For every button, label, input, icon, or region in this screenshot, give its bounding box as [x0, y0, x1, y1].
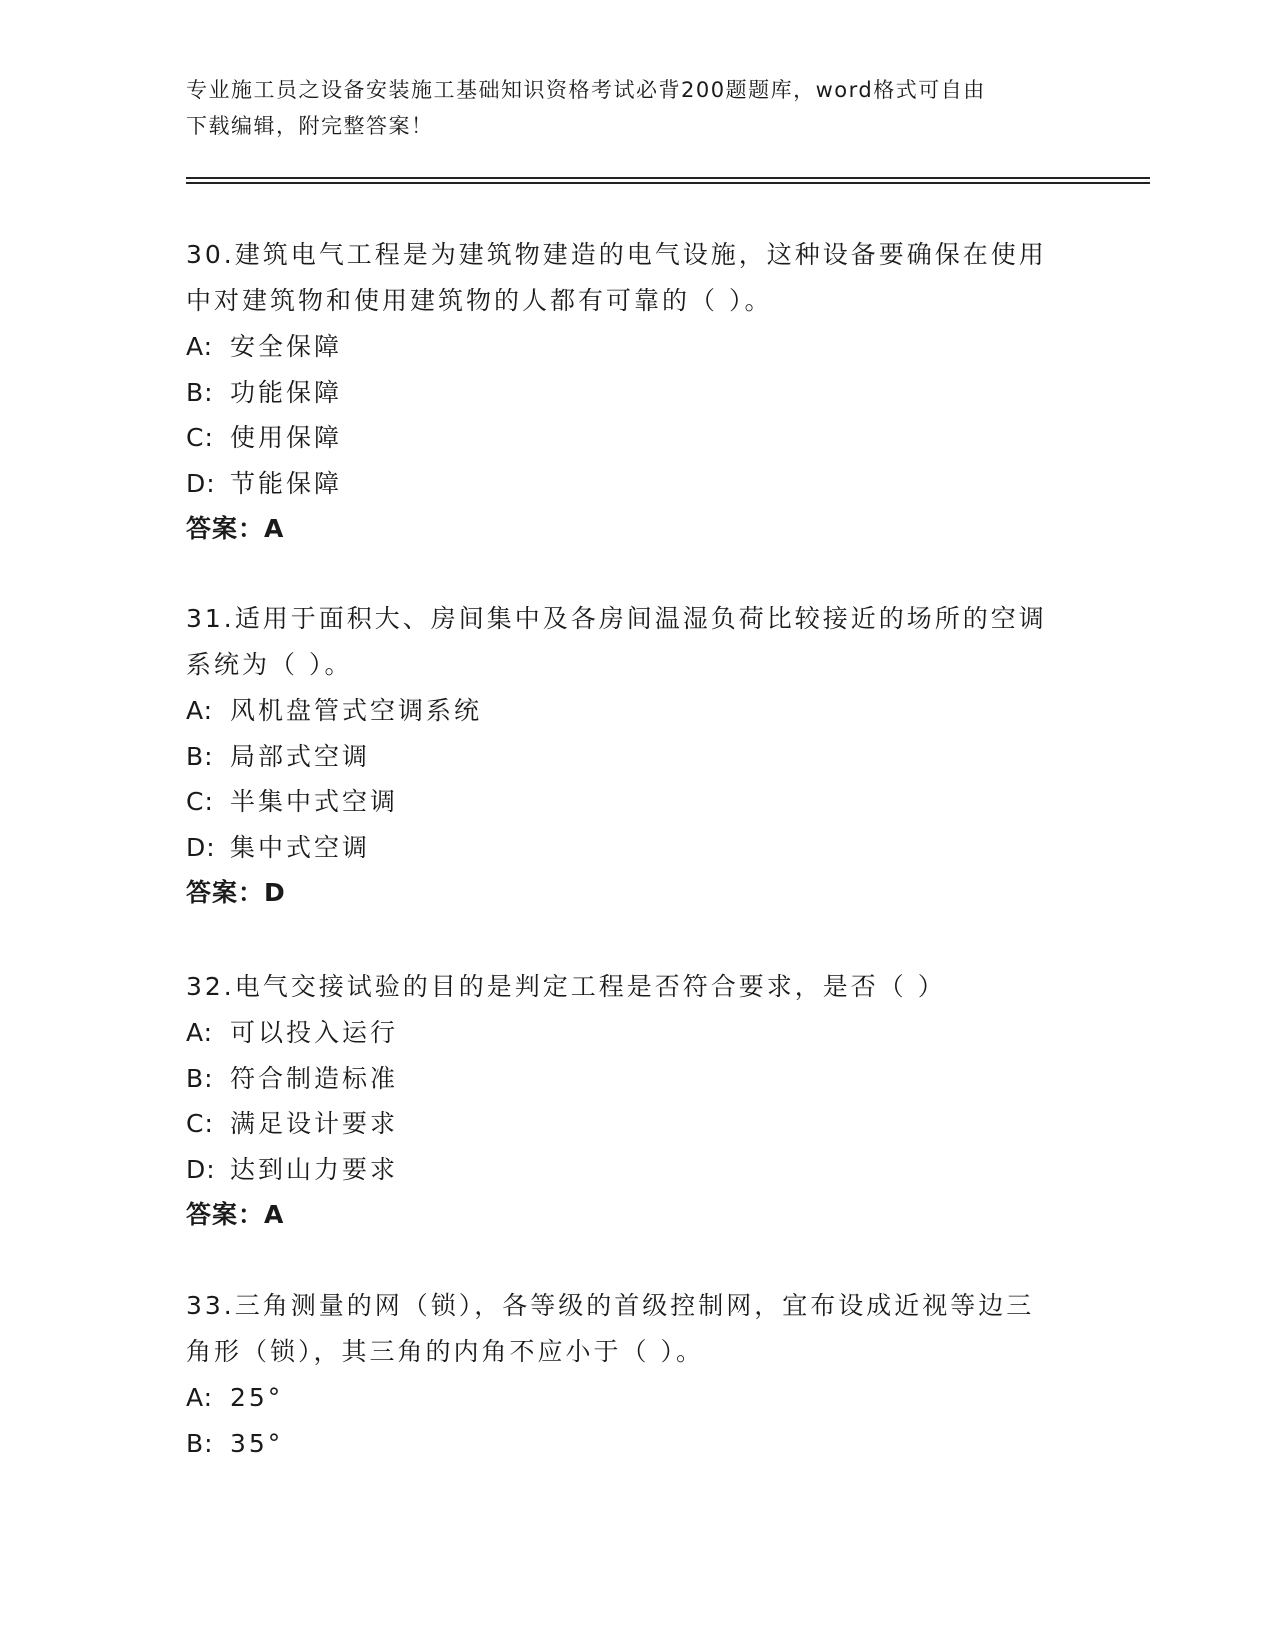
option-b	[186, 1056, 1086, 1102]
document-header	[186, 72, 1066, 144]
option-d	[186, 825, 1086, 871]
option-text: 满足设计要求	[230, 1109, 399, 1138]
option-a	[186, 1010, 1086, 1056]
option-letter: D:	[186, 468, 216, 498]
option-c	[186, 415, 1086, 461]
header-divider-top	[186, 177, 1150, 179]
option-text: 节能保障	[230, 468, 343, 498]
option-text: 可以投入运行	[230, 1018, 399, 1047]
option-letter: B:	[186, 1428, 214, 1458]
option-text: 安全保障	[230, 332, 343, 361]
option-text: 25°	[230, 1383, 284, 1412]
option-letter: C:	[186, 1109, 214, 1138]
question-text-line: 31.适用于面积大、房间集中及各房间温湿负荷比较接近的场所的空调	[186, 604, 1047, 633]
question-31	[186, 596, 1086, 916]
answer-line: 答案：A	[186, 514, 285, 543]
option-d	[186, 461, 1086, 507]
option-letter: C:	[186, 787, 214, 816]
question-text-line: 角形（锁），其三角的内角不应小于（ ）。	[186, 1337, 704, 1366]
option-text: 集中式空调	[230, 832, 371, 862]
question-text-line: 32.电气交接试验的目的是判定工程是否符合要求，是否（ ）	[186, 972, 946, 1001]
header-divider-bottom	[186, 182, 1150, 184]
option-letter: B:	[186, 741, 214, 771]
option-b	[186, 734, 1086, 780]
option-text: 功能保障	[230, 377, 343, 407]
header-line-2: 下载编辑，附完整答案！	[186, 114, 434, 138]
option-text: 局部式空调	[230, 741, 371, 771]
option-text: 使用保障	[230, 423, 343, 452]
question-text-line: 中对建筑物和使用建筑物的人都有可靠的（ ）。	[186, 286, 773, 315]
option-letter: B:	[186, 377, 214, 407]
option-letter: D:	[186, 1154, 216, 1184]
header-line-1: 专业施工员之设备安装施工基础知识资格考试必背200题题库，word格式可自由	[186, 78, 986, 102]
option-a	[186, 1375, 1086, 1421]
option-a	[186, 324, 1086, 370]
option-text: 符合制造标准	[230, 1063, 399, 1093]
option-c	[186, 1101, 1086, 1147]
option-letter: A:	[186, 696, 214, 725]
option-letter: A:	[186, 1018, 214, 1047]
question-32	[186, 964, 1086, 1238]
option-c	[186, 779, 1086, 825]
option-a	[186, 688, 1086, 734]
option-letter: C:	[186, 423, 214, 452]
question-text-line: 系统为（ ）。	[186, 650, 353, 679]
option-text: 半集中式空调	[230, 787, 399, 816]
option-text: 达到山力要求	[230, 1154, 399, 1184]
option-text: 风机盘管式空调系统	[230, 696, 483, 725]
option-letter: B:	[186, 1063, 214, 1093]
option-text: 35°	[230, 1428, 284, 1458]
option-b	[186, 370, 1086, 416]
answer-line: 答案：A	[186, 1200, 285, 1229]
option-d	[186, 1147, 1086, 1193]
question-text-line: 30.建筑电气工程是为建筑物建造的电气设施，这种设备要确保在使用	[186, 240, 1047, 269]
option-b	[186, 1421, 1086, 1467]
question-30	[186, 232, 1086, 552]
option-letter: D:	[186, 832, 216, 862]
question-text-line: 33.三角测量的网（锁），各等级的首级控制网，宜布设成近视等边三	[186, 1291, 1035, 1320]
answer-line: 答案：D	[186, 878, 286, 907]
option-letter: A:	[186, 332, 214, 361]
question-33	[186, 1283, 1086, 1466]
option-letter: A:	[186, 1383, 214, 1412]
